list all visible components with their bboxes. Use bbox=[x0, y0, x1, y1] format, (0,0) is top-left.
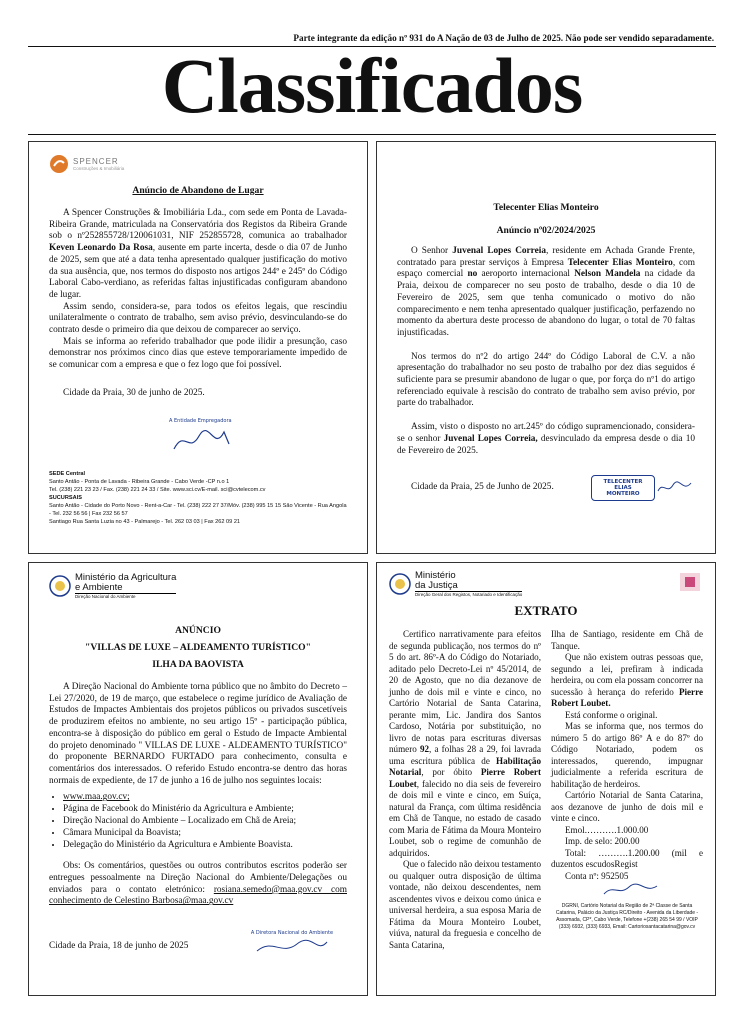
ministry-line-2: e Ambiente bbox=[75, 582, 123, 593]
ad3-title: "VILLAS DE LUXE – ALDEAMENTO TURÍSTICO" bbox=[85, 642, 311, 653]
ad1-paragraph-2: Assim sendo, considera-se, para todos os efeitos legais, que rescindiu unilateralmente o contrato de trabalho, sem aviso prévio, desvinculando-se do contrato desde o primeiro dia que deixou de comparecer ao serviço. bbox=[49, 301, 347, 336]
edition-note: Parte integrante da edição nº 931 do A Nação de 03 de Julho de 2025. Não pode ser vendido separadamente. bbox=[293, 33, 714, 43]
ministry-sub: Direção Geral dos Registos, Notariado e Identificação bbox=[415, 592, 523, 597]
ad3-paragraph-1: A Direção Nacional do Ambiente torna público que no âmbito do Decreto – Lei 27/2020, de 19 de março, que estabelece o regime jurídico de Avaliação de Estudos de Impactes Ambientais dos projetos públicos ou privados suscetíveis de produzirem efeitos no ambiente, no seu artigo 15º - participação pública, encontra-se à disposição do público em geral o Estudo de Impacte Ambiental do projeto denominado " VILLAS DE LUXE - ALDEAMENTO TURÍSTICO" do proponente BERNARDO FURTADO para conhecimento, consulta e comentários dos interessados. O referido Estudo encontra-se dentro das horas normais de expediente, de 17 de junho a 16 de julho nos seguintes locais: bbox=[49, 682, 347, 786]
spencer-ad bbox=[28, 141, 368, 554]
sucursais-title: SUCURSAIS bbox=[49, 494, 82, 501]
sede-line-2: Tel. (238) 221 23 23 / Fax. (238) 221 24 33 / Site. www.sci.cv/E-mail. sci@cvtelecom.cv bbox=[49, 486, 266, 493]
sede-title: SEDE Central bbox=[49, 470, 86, 477]
ambiente-ad bbox=[28, 562, 368, 996]
fee-conta: Conta nº: 952505 bbox=[565, 870, 629, 881]
coat-of-arms-icon bbox=[389, 573, 411, 595]
page-title: Classificados bbox=[161, 42, 583, 129]
registry-logo-icon bbox=[677, 571, 703, 593]
ad4-col1-paragraph-2: Que o falecido não deixou testamento ou qualquer outra disposição de última vontade, não deixou descendentes, nem ascendentes vivos e deixou como única e universal herdeira, a sua esposa Maria de Fátima da Moura Monteiro Loubet, viúva, natural da freguesia e concelho de Santa Catarina, bbox=[389, 859, 541, 950]
telecenter-stamp: TELECENTER ELIAS MONTEIRO bbox=[591, 475, 655, 501]
maa-logo bbox=[49, 573, 347, 599]
ad1-date: Cidade da Praia, 30 de junho de 2025. bbox=[63, 387, 205, 398]
ad4-title: EXTRATO bbox=[514, 603, 578, 618]
location-item: • Direção Nacional do Ambiente – Localizado em Chã de Areia; bbox=[63, 815, 347, 827]
ad4-col2-paragraph-1: Ilha de Santiago, residente em Chã de Tanque. bbox=[551, 629, 703, 651]
ad3-label: ANÚNCIO bbox=[175, 625, 221, 636]
signature-icon bbox=[252, 936, 332, 958]
ad1-paragraph-1: A Spencer Construções & Imobiliária Lda., com sede em Ponta de Lavada-Ribeira Grande, matriculada na Conservatória dos Registos da Ribeira Grande sob o nº252855728/120061031, NIF 252855728, comunica ao trabalhador Keven Leonardo Da Rosa, ausente em parte incerta, desde o dia 07 de Junho de 2025, sem que até a data tenha apresentado qualquer justificação do motivo da sua ausência, que, nos termos do disposto nos artigos 244º e 245º do Código Laboral Cabo-verdiano, as referidas faltas injustificadas configuram abandono de lugar. bbox=[49, 208, 347, 300]
ad2-company: Telecenter Elias Monteiro bbox=[493, 202, 599, 213]
ad2-title: Anúncio nº02/2024/2025 bbox=[496, 225, 596, 236]
contact-email-link[interactable]: rosiana.semedo@maa.gov.cv com conhecimento de Celestino Barbosa@maa.gov.cv bbox=[49, 884, 347, 907]
location-item: • Página de Facebook do Ministério da Agricultura e Ambiente; bbox=[63, 803, 347, 815]
spencer-logo-sub: Construções & Imobiliária bbox=[73, 166, 125, 171]
signature-icon bbox=[601, 882, 661, 898]
ad4-col2-paragraph-3: Está conforme o original. bbox=[565, 709, 658, 720]
sucursais-line-2: Santiago Rua Santa Luzia no 43 - Palmarejo - Tel. 262 03 03 | Fax 262 09 21 bbox=[49, 518, 241, 525]
spencer-logo-text: SPENCER bbox=[73, 157, 119, 166]
ministry-line-1: Ministério da Agricultura bbox=[75, 572, 177, 583]
ad2-paragraph-2: Nos termos do nº2 do artigo 244º do Código Laboral de C.V. a não apresentação do trabalhador no seu posto de trabalho por dez dias seguidos é suficiente para se presumir abandono de lugar o que, por força do nº1 do artigo referenciado equivale à rescisão do contrato de trabalho sem aviso prévio, por parte do trabalhador. bbox=[397, 351, 695, 409]
sucursais-line-1: Santo Antão - Cidade do Porto Novo - Rent-a-Car - Tel. (238) 222 27 37/Móv. (238) 995 15 15 São Vicente - Rua Angola - Tel. 232 56 56 | Fax 232 56 57 bbox=[49, 502, 347, 517]
mj-logo bbox=[389, 571, 522, 597]
sede-line-1: Santo Antão - Ponta de Lavada - Ribeira Grande - Cabo Verde -CP n.o 1 bbox=[49, 478, 230, 485]
header-rule-bottom bbox=[28, 134, 716, 135]
ad1-sign-label: A Entidade Empregadora bbox=[169, 417, 232, 424]
ad4-col2-paragraph-4: Mas se informa que, nos termos do número 5 do artigo 86º A e do 87º do Código Notariado, podem os interessados, querendo, impugnar judicialmente a referida escritura de habilitação de herdeiros. bbox=[551, 721, 703, 789]
ad4-col1-paragraph-1: Certifico narrativamente para efeitos de segunda publicação, nos termos do nº 5 do art. 86º-A do Código do Notariado, aditado pelo Decreto-Lei nº 45/2014, de 20 de Agosto, que no dia dezanove de junho de dois mil e vinte e cinco, no Cartório Notarial de Santa Catarina, perante mim, Lic. Jandira dos Santos Cardoso, Notária por substituição, no livro de notas para escrituras diversas número 92, a folhas 28 a 29, foi lavrada uma escritura pública de Habilitação Notarial, por óbito Pierre Robert Loubet, falecido no dia seis de fevereiro de dois mil e vinte e cinco, em Suíça, natural da França, com última residência em Chã de Tanque, no estado de casado com Maria de Fátima da Moura Monteiro Loubet, sob o regime de comunhão de adquiridos. bbox=[389, 629, 541, 858]
ad2-date: Cidade da Praia, 25 de Junho de 2025. bbox=[411, 482, 554, 493]
ad4-col2-paragraph-2: Que não existem outras pessoas que, segundo a lei, prefiram à indicada herdeira, ou com ela possam concorrer na sucessão à herança do referido Pierre Robert Loubet. bbox=[551, 652, 703, 708]
ad3-date: Cidade da Praia, 18 de junho de 2025 bbox=[49, 940, 189, 951]
fee-selo: Imp. de selo: 200.00 bbox=[565, 836, 640, 846]
signature-icon bbox=[655, 479, 695, 497]
fee-emol: Emol.……….1.000.00 bbox=[565, 824, 649, 835]
ad1-title: Anúncio de Abandono de Lugar bbox=[132, 185, 264, 196]
ad3-sign-label: A Diretora Nacional do Ambiente bbox=[250, 930, 334, 937]
ministry-sub: Direção Nacional do Ambiente bbox=[75, 593, 176, 599]
ministry-line-2: da Justiça bbox=[415, 580, 458, 591]
ad1-signature bbox=[169, 418, 347, 458]
ministry-line-1: Ministério bbox=[415, 570, 456, 581]
fee-total: Total: ……….1.200.00 (mil e duzentos escudosRegist bbox=[551, 847, 703, 869]
coat-of-arms-icon bbox=[49, 575, 71, 597]
ad2-paragraph-1: O Senhor Juvenal Lopes Correia, residente em Achada Grande Frente, contratado para prestar serviços à Empresa Telecenter Elias Monteiro, com espaço comercial no aeroporto internacional Nelson Mandela na cidade da Praia, deixou de comparecer no seu posto de trabalho, desde o dia 10 de Fevereiro de 2025, sem que tenha comunicado o motivo do não comparecimento e nem tenha apresentado qualquer justificação, perfazendo no momento da abertura deste processo de abandono do lugar, o total de 70 faltas injustificadas. bbox=[397, 246, 696, 338]
location-item[interactable]: • www.maa.gov.cv; bbox=[63, 791, 347, 803]
justica-ad bbox=[376, 562, 716, 996]
ad4-footer: DGRNI, Cartório Notarial da Região de 2ª Classe de Santa Catarina, Palácio da Justiça RC/Direito - Avenida da Liberdade - Assomada, CP*, Cabo Verde, Telefone +(238) 265 54 99 / VOIP (333) 6932, (333) 6933, Email: Cartoriosantacatarina@gov.cv bbox=[555, 903, 699, 930]
spencer-logo-icon bbox=[49, 154, 69, 174]
ad4-col2-paragraph-5: Cartório Notarial de Santa Catarina, aos dezanove de junho de dois mil e vinte e cinco. bbox=[551, 790, 703, 823]
ad1-paragraph-3: Mais se informa ao referido trabalhador que pode ilidir a presunção, caso demonstrar nos próximos cinco dias que esteve temporariamente impedido de se comunicar com a empresa e que o fez logo que foi possível. bbox=[49, 336, 347, 371]
ad2-paragraph-3: Assim, visto o disposto no art.245º do código supramencionado, considera-se o senhor Juvenal Lopes Correia, desvinculado da empresa desde o dia 10 de Fevereiro de 2025. bbox=[397, 422, 695, 456]
location-item: • Delegação do Ministério da Agricultura e Ambiente Boavista. bbox=[63, 839, 347, 851]
spencer-logo bbox=[49, 154, 347, 174]
ad3-subtitle: ILHA DA BAOVISTA bbox=[152, 659, 244, 670]
telecenter-ad bbox=[376, 141, 716, 554]
ad3-locations bbox=[49, 791, 347, 851]
signature-icon bbox=[169, 424, 239, 456]
location-item: • Câmara Municipal da Boavista; bbox=[63, 827, 347, 839]
ad3-paragraph-2: Obs: Os comentários, questões ou outros contributos escritos poderão ser entregues pessoalmente na Direção Nacional do Ambiente/Delegações ou enviados para o contato eletrónico: rosiana.semedo@maa.gov.cv com conhecimento de Celestino Barbosa@maa.gov.cv bbox=[49, 861, 347, 907]
